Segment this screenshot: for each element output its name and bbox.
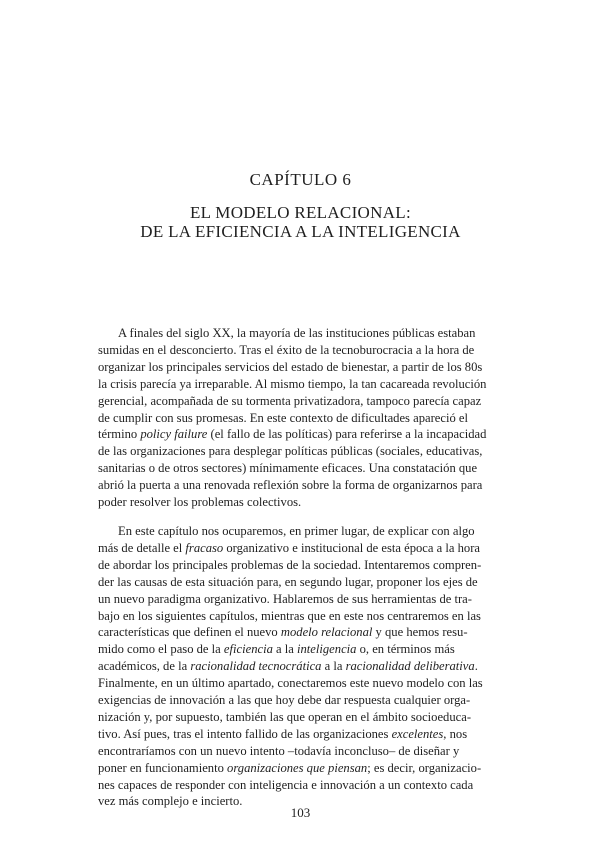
chapter-title-line-2: DE LA EFICIENCIA A LA INTELIGENCIA (140, 222, 461, 241)
text-fragment: tivo. Así pues, tras el intento fallido de las organizaciones (98, 726, 392, 741)
text-line: der las causas de esta situación para, en segundo lugar, proponer los ejes de (98, 574, 478, 589)
text-fragment: organizativo e institucional de esta época a la hora (223, 540, 480, 555)
text-line: nes capaces de responder con inteligencia e innovación a un contexto cada (98, 777, 474, 792)
text-line: abrió la puerta a una renovada reflexión sobre la forma de organizarnos para (98, 478, 483, 493)
text-line: gerencial, acompañada de su tormenta privatizadora, tampoco parecía capaz (98, 393, 482, 408)
chapter-label: CAPÍTULO 6 (249, 170, 352, 189)
text-line: A finales del siglo XX, la mayoría de las instituciones públicas estaban (118, 326, 476, 340)
text-line: de cumplir con sus promesas. En este contexto de dificultades apareció el (98, 410, 468, 425)
text-line (98, 726, 531, 743)
text-line (98, 760, 531, 777)
text-line (98, 641, 531, 658)
text-fragment: y que hemos resu- (372, 625, 468, 640)
text-line: sanitarias o de otros sectores) mínimamente eficaces. Una constatación que (98, 461, 478, 476)
text-line: Finalmente, en un último apartado, conectaremos este nuevo modelo con las (98, 676, 483, 691)
text-line (98, 540, 531, 557)
body-text (98, 325, 531, 810)
text-fragment: ; es decir, organizacio- (367, 760, 482, 775)
text-line: En este capítulo nos ocuparemos, en primer lugar, de explicar con algo (118, 523, 475, 538)
text-line (98, 658, 531, 675)
text-line: organizar los principales servicios del estado de bienestar, a partir de los 80s (98, 359, 483, 374)
text-fragment: a la (272, 642, 297, 657)
italic-term: organizaciones que piensan (227, 760, 368, 775)
text-line: nización y, por supuesto, también las que operan en el ámbito socioeduca- (98, 709, 472, 724)
text-line: poder resolver los problemas colectivos. (98, 495, 302, 510)
text-fragment: más de detalle el (98, 540, 186, 555)
text-fragment: académicos, de la (98, 659, 191, 674)
text-line: sumidas en el desconcierto. Tras el éxito de la tecnoburocracia a la hora de (98, 342, 475, 357)
italic-term: fracaso (185, 540, 224, 555)
text-line: exigencias de innovación a las que hoy debe dar respuesta cualquier orga- (98, 693, 471, 708)
page-number: 103 (290, 805, 311, 820)
text-fragment: mido como el paso de la (98, 642, 224, 657)
text-line: vez más complejo e incierto. (98, 794, 243, 809)
paragraph-1 (98, 325, 531, 511)
text-line: encontraríamos con un nuevo intento –todavía inconcluso– de diseñar y (98, 743, 460, 758)
paragraph-2 (98, 523, 531, 810)
text-fragment: (el fallo de las políticas) para referirse a la incapacidad (207, 427, 487, 442)
text-fragment: poner en funcionamiento (98, 760, 228, 775)
text-line (98, 426, 531, 443)
text-line: la crisis parecía ya irreparable. Al mismo tiempo, la tan cacareada revolución (98, 376, 487, 391)
text-line: bajo en los siguientes capítulos, mientras que en este nos centraremos en las (98, 608, 481, 623)
text-line (98, 624, 531, 641)
text-fragment: o, en términos más (356, 642, 455, 657)
text-line: un nuevo paradigma organizativo. Hablaremos de sus herramientas de tra- (98, 591, 472, 606)
text-fragment: . (474, 659, 478, 674)
text-line: de abordar los principales problemas de la sociedad. Intentaremos compren- (98, 557, 482, 572)
text-fragment: , nos (443, 726, 468, 741)
text-line: de las organizaciones para desplegar políticas públicas (sociales, educativas, (98, 444, 483, 459)
italic-term: racionalidad tecnocrática (190, 659, 322, 674)
chapter-title-line-1: EL MODELO RELACIONAL: (190, 203, 411, 222)
italic-term: eficiencia (223, 642, 273, 657)
text-fragment: a la (321, 659, 346, 674)
text-fragment: término (98, 427, 141, 442)
italic-term: excelentes (391, 726, 444, 741)
italic-term: policy failure (140, 427, 208, 442)
italic-term: racionalidad deliberativa (345, 659, 475, 674)
italic-term: inteligencia (297, 642, 357, 657)
chapter-title (0, 203, 601, 241)
italic-term: modelo relacional (280, 625, 373, 640)
text-fragment: características que definen el nuevo (98, 625, 281, 640)
